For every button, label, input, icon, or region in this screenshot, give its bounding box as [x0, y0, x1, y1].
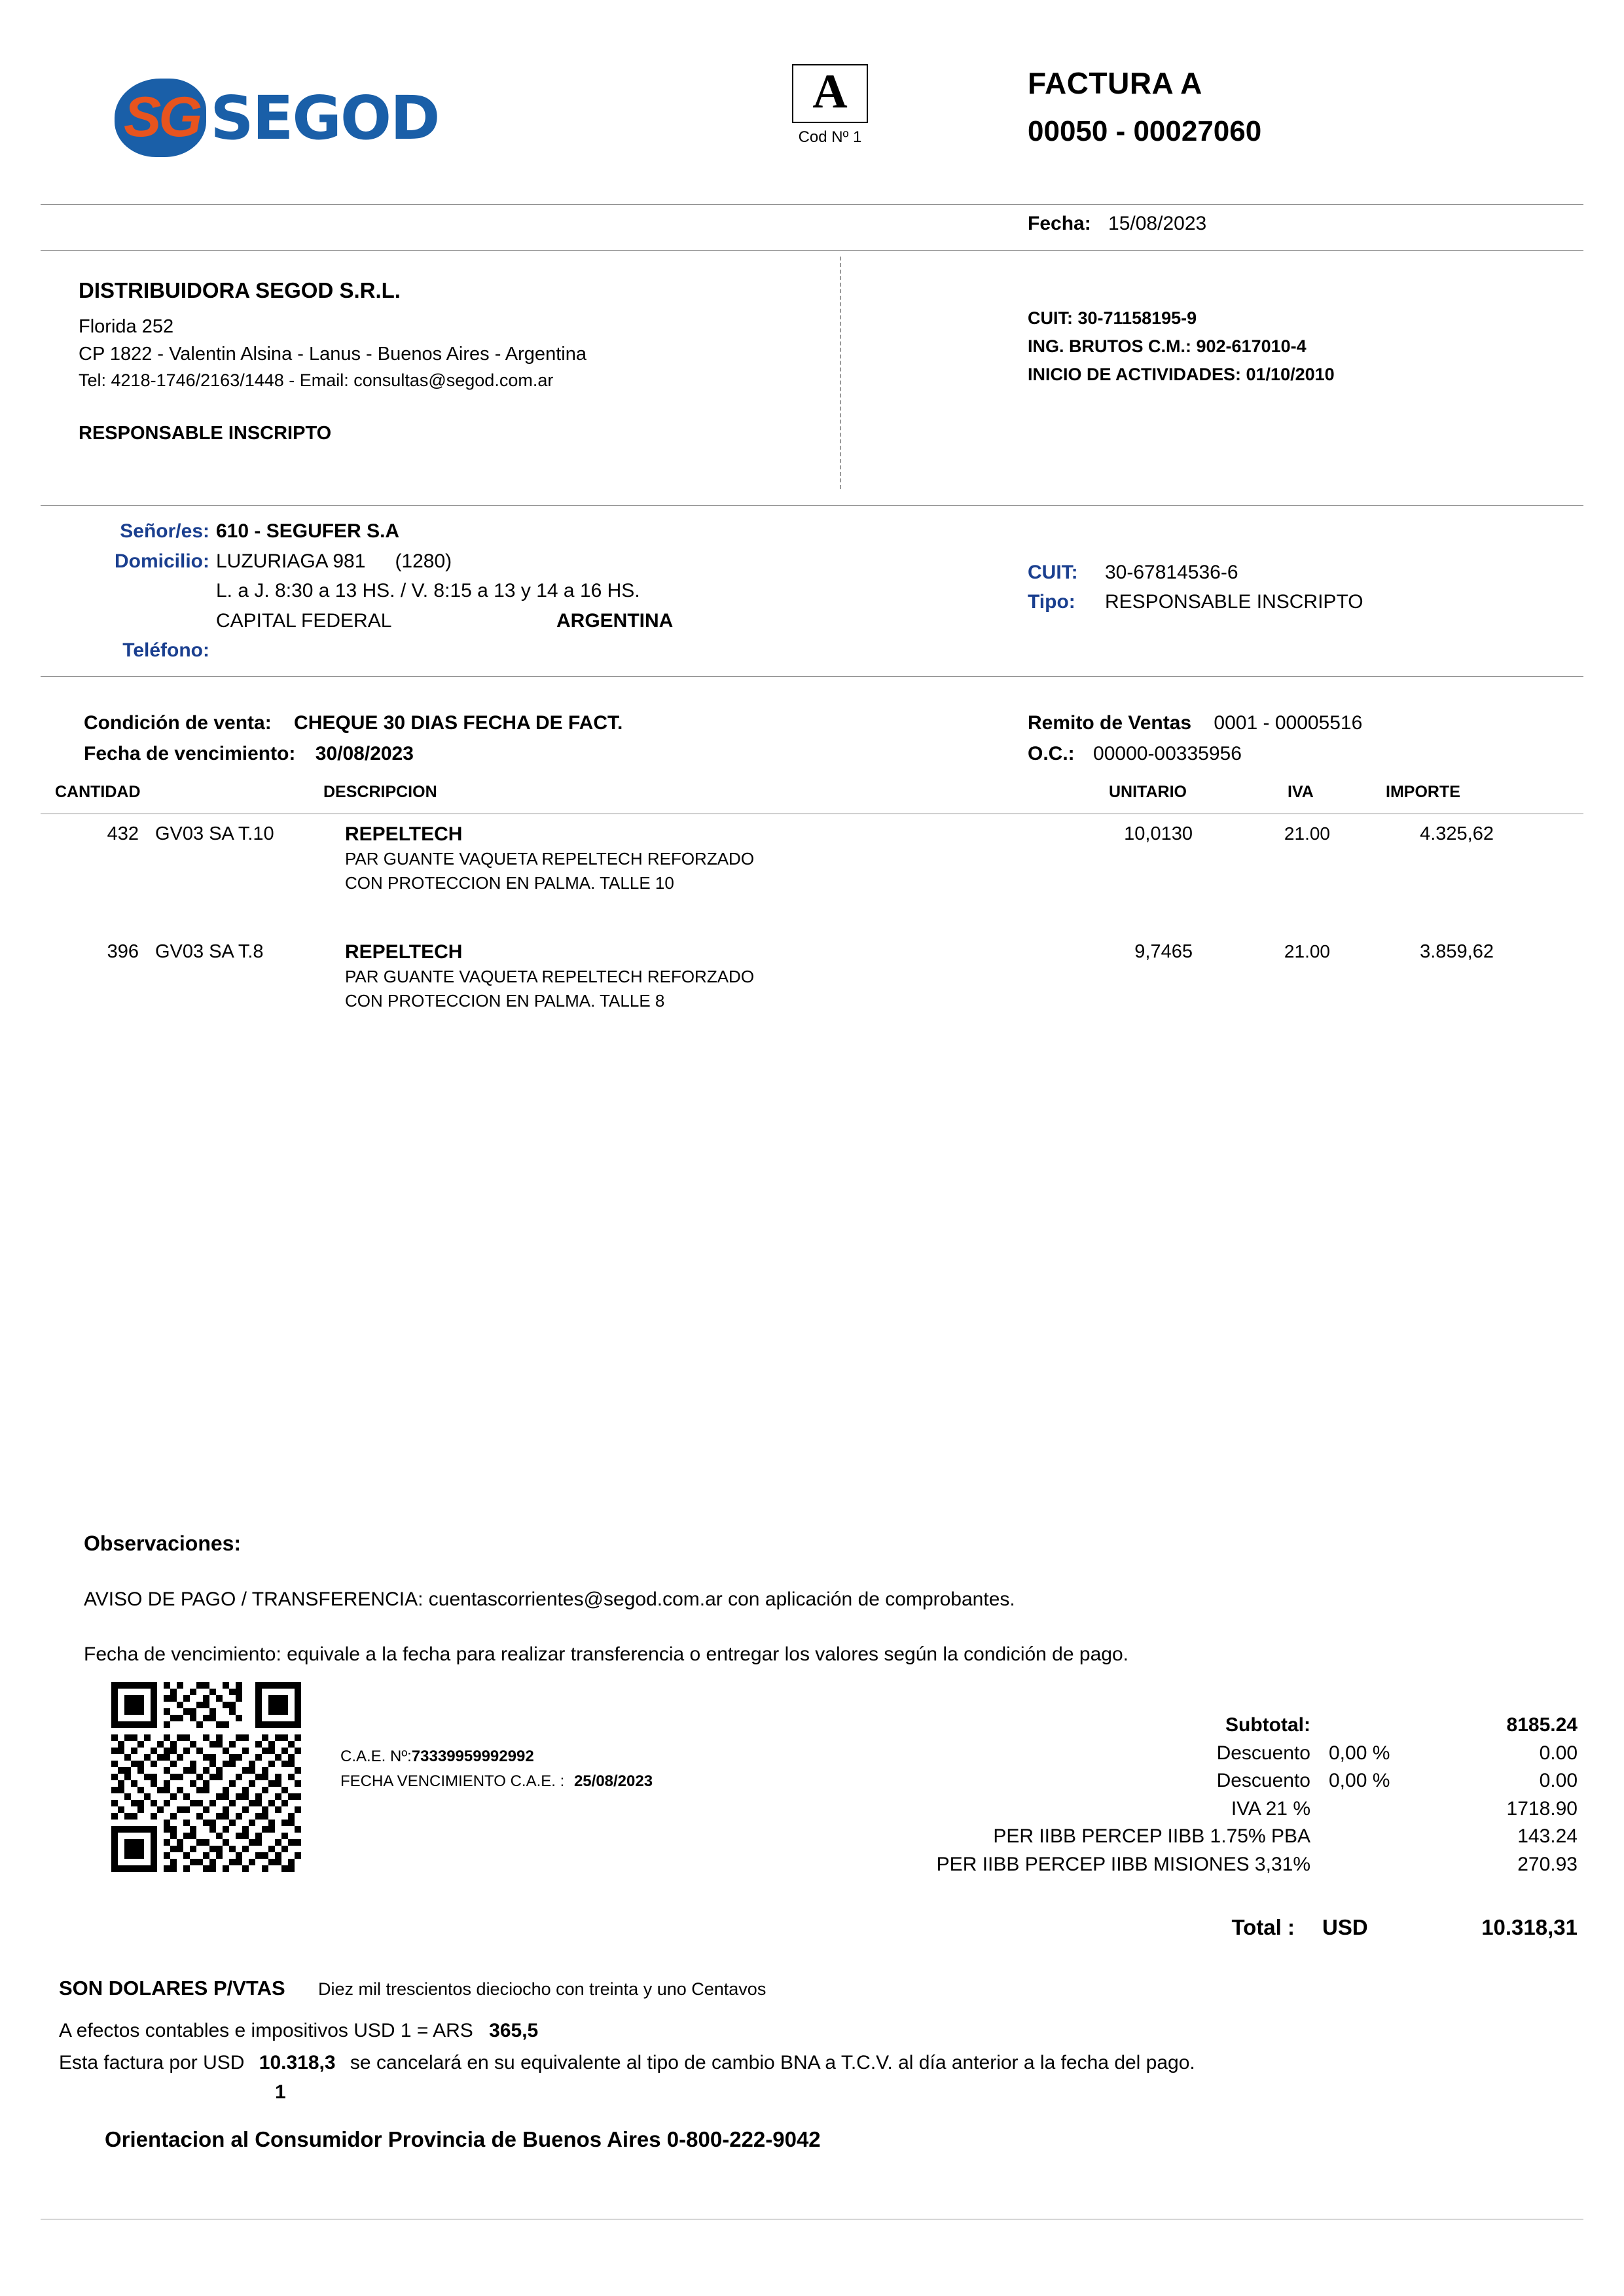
remito-row — [1028, 708, 1362, 739]
column-header-cantidad: CANTIDAD — [55, 783, 141, 801]
due-date-row — [84, 739, 623, 770]
cae-row — [340, 1744, 653, 1769]
column-header-importe: IMPORTE — [1386, 783, 1460, 801]
column-header-iva: IVA — [1288, 783, 1314, 801]
issuer-name: DISTRIBUIDORA SEGOD S.R.L. — [79, 278, 401, 302]
item-quantity: 432 — [107, 823, 139, 844]
observations-block — [84, 1532, 1128, 1666]
customer-cuit-label: CUIT: — [1028, 562, 1078, 583]
totals-row-percep-misiones — [838, 1851, 1578, 1879]
customer-address-row — [79, 547, 673, 576]
customer-hours-label — [79, 577, 216, 605]
customer-type-value: RESPONSABLE INSCRIPTO — [1105, 591, 1363, 613]
customer-phone-row — [79, 636, 673, 665]
totals-value: 270.93 — [1517, 1853, 1578, 1875]
customer-type-row — [1028, 587, 1363, 617]
issuer-block — [79, 275, 586, 447]
exchange-rate-invoice-amount: 10.318,3 — [259, 2052, 336, 2073]
item-detail-line2: CON PROTECCION EN PALMA. TALLE 8 — [345, 991, 665, 1011]
exchange-rate-value: 365,5 — [489, 2020, 539, 2041]
oc-label: O.C.: — [1028, 742, 1075, 764]
consumer-orientation-note: Orientacion al Consumidor Provincia de Buenos Aires 0-800-222-9042 — [105, 2127, 821, 2151]
page-title: FACTURA A — [1028, 66, 1202, 100]
due-date-label: Fecha de vencimiento: — [84, 742, 296, 764]
qr-code-icon — [111, 1682, 301, 1872]
invoice-date-label: Fecha: — [1028, 213, 1091, 234]
customer-hours-row — [79, 577, 673, 605]
customer-name-value: 610 - SEGUFER S.A — [216, 520, 400, 542]
cae-value: 73339959992992 — [411, 1748, 534, 1765]
totals-label: Subtotal: — [1225, 1714, 1310, 1736]
customer-type-label: Tipo: — [1028, 591, 1075, 613]
invoice-type-letter: A — [792, 64, 868, 123]
cae-block — [340, 1744, 653, 1795]
grand-total-currency: USD — [1322, 1914, 1368, 1939]
remito-value: 0001 - 00005516 — [1214, 712, 1363, 734]
customer-name-label: Señor/es: — [120, 520, 209, 542]
item-title: REPELTECH — [345, 941, 463, 963]
issuer-address-line2: CP 1822 - Valentin Alsina - Lanus - Buenos Aires - Argentina — [79, 343, 586, 365]
totals-percent: 0,00 % — [1329, 1770, 1390, 1792]
issuer-address-line1: Florida 252 — [79, 315, 174, 337]
divider-issuer — [41, 505, 1583, 506]
exchange-rate-amount-wrap: 1 — [275, 2081, 286, 2103]
observations-line-2: Fecha de vencimiento: equivale a la fecha para realizar transferencia o entregar los valores según la condición de pago. — [84, 1643, 1128, 1665]
totals-label: PER IIBB PERCEP IIBB 1.75% PBA — [993, 1825, 1310, 1848]
column-header-descripcion: DESCRIPCION — [323, 783, 437, 801]
amount-in-words-block — [59, 1977, 766, 2000]
totals-value: 143.24 — [1517, 1825, 1578, 1848]
item-description — [345, 941, 1065, 1013]
totals-label: IVA 21 % — [1231, 1797, 1310, 1820]
customer-tax-block — [1028, 558, 1363, 617]
exchange-rate-line1-text: A efectos contables e impositivos USD 1 = ARS — [59, 2020, 473, 2041]
items-table-header — [41, 783, 1583, 810]
item-quantity: 396 — [107, 941, 139, 962]
item-description — [345, 823, 1065, 895]
divider-customer — [41, 676, 1583, 677]
item-title: REPELTECH — [345, 823, 463, 845]
cae-expiry-row — [340, 1769, 653, 1794]
cae-expiry-value: 25/08/2023 — [573, 1772, 653, 1791]
company-logo — [115, 62, 573, 173]
sale-condition-label: Condición de venta: — [84, 712, 272, 734]
divider-header — [41, 204, 1583, 205]
totals-row-iva — [838, 1795, 1578, 1823]
item-amount: 4.325,62 — [1420, 823, 1494, 844]
exchange-rate-line2-post: se cancelará en su equivalente al tipo de cambio BNA a T.C.V. al día anterior a la fecha del pago. — [350, 2052, 1195, 2073]
cae-expiry-label: FECHA VENCIMIENTO C.A.E. : — [340, 1772, 565, 1791]
invoice-title-block — [1028, 65, 1261, 148]
totals-row-subtotal — [838, 1712, 1578, 1740]
grand-total-row — [838, 1915, 1578, 1940]
exchange-rate-line1 — [59, 2016, 1195, 2045]
totals-value: 0.00 — [1539, 1770, 1578, 1792]
sale-conditions-block — [84, 708, 623, 769]
column-header-unitario: UNITARIO — [1109, 783, 1187, 801]
logo-wordmark: SEGOD — [210, 82, 439, 153]
totals-value: 8185.24 — [1506, 1714, 1578, 1736]
customer-city-value: CAPITAL FEDERAL — [216, 609, 392, 632]
totals-label: Descuento — [1216, 1742, 1310, 1764]
item-detail-line1: PAR GUANTE VAQUETA REPELTECH REFORZADO — [345, 849, 755, 869]
item-amount: 3.859,62 — [1420, 941, 1494, 962]
totals-value: 1718.90 — [1506, 1797, 1578, 1820]
totals-row-percep-pba — [838, 1823, 1578, 1851]
cae-label: C.A.E. Nº: — [340, 1748, 412, 1765]
customer-hours-value: L. a J. 8:30 a 13 HS. / V. 8:15 a 13 y 14 a 16 HS. — [216, 580, 640, 601]
issuer-inicio-actividades: INICIO DE ACTIVIDADES: 01/10/2010 — [1028, 365, 1335, 385]
logo-sg-text: SG — [124, 86, 200, 149]
exchange-rate-line2 — [59, 2048, 1195, 2107]
item-unit-price: 9,7465 — [1134, 941, 1193, 962]
sale-condition-value: CHEQUE 30 DIAS FECHA DE FACT. — [294, 712, 623, 734]
customer-country-value: ARGENTINA — [556, 609, 674, 632]
remito-label: Remito de Ventas — [1028, 712, 1192, 734]
customer-phone-label: Teléfono: — [122, 639, 209, 661]
items-table-body — [41, 823, 1583, 1059]
totals-percent: 0,00 % — [1329, 1742, 1390, 1764]
invoice-type-code: Cod Nº 1 — [798, 128, 862, 146]
customer-block — [79, 517, 673, 666]
item-unit-price: 10,0130 — [1124, 823, 1193, 844]
item-vat-rate: 21.00 — [1284, 941, 1330, 961]
customer-city-label — [79, 607, 216, 636]
issuer-tax-condition: RESPONSABLE INSCRIPTO — [79, 423, 332, 444]
observations-line-1: AVISO DE PAGO / TRANSFERENCIA: cuentascorrientes@segod.com.ar con aplicación de comprobantes. — [84, 1588, 1015, 1610]
references-block — [1028, 708, 1362, 769]
item-code: GV03 SA T.8 — [155, 941, 264, 962]
oc-row — [1028, 739, 1362, 770]
totals-value: 0.00 — [1539, 1742, 1578, 1764]
totals-row-descuento-2 — [838, 1767, 1578, 1795]
invoice-number: 00050 - 00027060 — [1028, 115, 1262, 147]
item-vat-rate: 21.00 — [1284, 823, 1330, 844]
issuer-ingresos-brutos: ING. BRUTOS C.M.: 902-617010-4 — [1028, 336, 1307, 357]
customer-city-row — [79, 607, 673, 636]
customer-cuit-row — [1028, 558, 1363, 587]
table-row — [41, 941, 1583, 1059]
item-detail-line2: CON PROTECCION EN PALMA. TALLE 10 — [345, 873, 674, 893]
grand-total-value: 10.318,31 — [1481, 1914, 1578, 1939]
totals-block — [838, 1712, 1578, 1940]
issuer-tax-block — [1028, 304, 1335, 389]
totals-label: PER IIBB PERCEP IIBB MISIONES 3,31% — [936, 1853, 1310, 1875]
invoice-date — [1028, 213, 1206, 235]
vertical-dashed-separator — [840, 257, 841, 489]
invoice-type-box — [791, 64, 869, 147]
customer-address-value: LUZURIAGA 981 — [216, 550, 366, 572]
invoice-date-value: 15/08/2023 — [1108, 213, 1207, 234]
item-detail-line1: PAR GUANTE VAQUETA REPELTECH REFORZADO — [345, 967, 755, 986]
totals-row-descuento-1 — [838, 1740, 1578, 1768]
grand-total-label: Total : — [1231, 1914, 1295, 1939]
customer-cuit-value: 30-67814536-6 — [1105, 562, 1238, 583]
logo-badge-icon — [115, 79, 206, 157]
totals-label: Descuento — [1216, 1770, 1310, 1792]
customer-address-label: Domicilio: — [114, 550, 209, 572]
oc-value: 00000-00335956 — [1093, 742, 1242, 764]
exchange-rate-line2-pre: Esta factura por USD — [59, 2052, 245, 2073]
due-date-value: 30/08/2023 — [315, 742, 414, 764]
item-code: GV03 SA T.10 — [155, 823, 274, 844]
amount-in-words-text: Diez mil trescientos dieciocho con treinta y uno Centavos — [317, 1979, 767, 1999]
customer-postal-code: (1280) — [395, 550, 452, 572]
amount-in-words-label: SON DOLARES P/VTAS — [59, 1977, 285, 2000]
observations-title: Observaciones: — [84, 1532, 242, 1555]
exchange-rate-block — [59, 2016, 1195, 2107]
invoice-header — [0, 0, 1624, 216]
customer-name-row — [79, 517, 673, 546]
issuer-contact: Tel: 4218-1746/2163/1448 - Email: consultas@segod.com.ar — [79, 370, 554, 390]
issuer-cuit: CUIT: 30-71158195-9 — [1028, 308, 1197, 328]
table-row — [41, 823, 1583, 941]
divider-date — [41, 250, 1583, 251]
sale-condition-row — [84, 708, 623, 739]
